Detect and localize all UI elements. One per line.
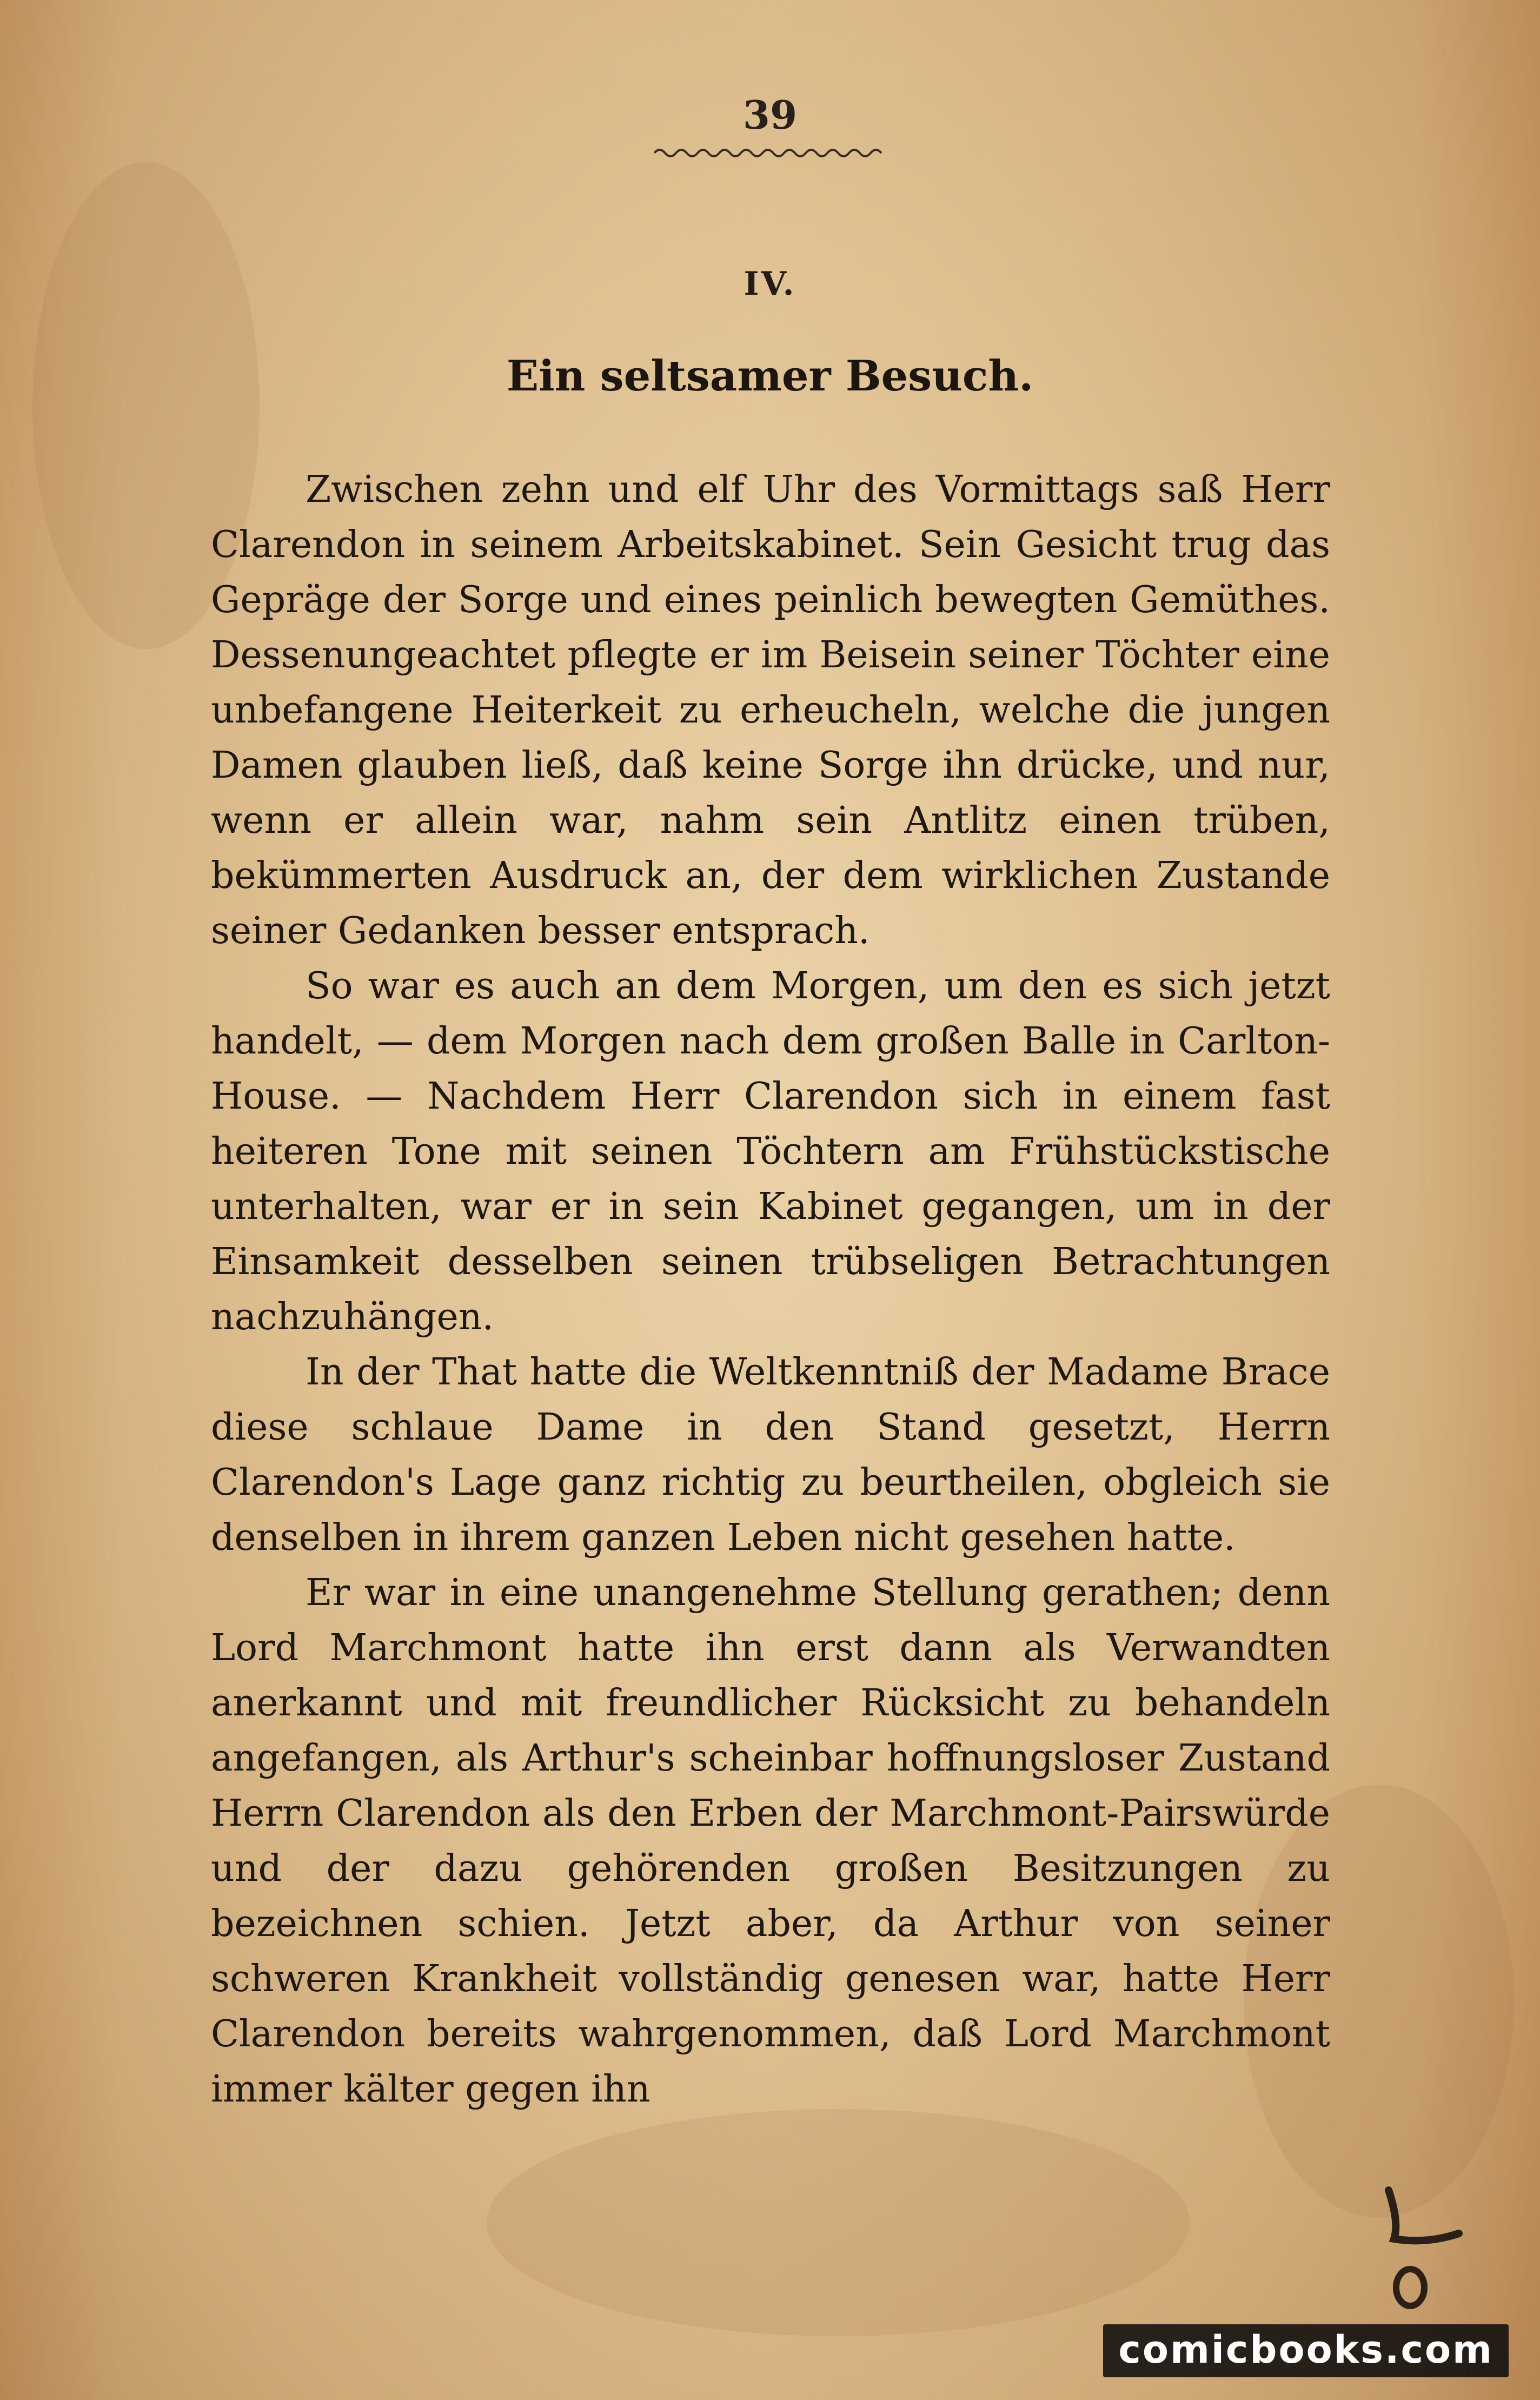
paragraph: So war es auch an dem Morgen, um den es sich jetzt handelt, — dem Morgen nach dem großen Balle in Carlton-House. — Nachdem Herr Clarendon sich in einem fast heiteren Tone mit seinen Töchtern am Frühstückstische unterhalten, war er in sein Kabinet gegangen, um in der Einsamkeit desselben seinen trübseligen Betrachtungen nachzuhängen. bbox=[211, 965, 1330, 1338]
paragraph: Zwischen zehn und elf Uhr des Vormittags saß Herr Clarendon in seinem Arbeitskabinet. Sein Gesicht trug das Gepräge der Sorge und eines peinlich bewegten Gemüthes. Dessenungeachtet pflegte er im Beisein seiner Töchter eine unbefangene Heiterkeit zu erheucheln, welche die jungen Damen glauben ließ, daß keine Sorge ihn drücke, und nur, wenn er allein war, nahm sein Antlitz einen trüben, bekümmerten Ausdruck an, der dem wirklichen Zustande seiner Gedanken besser entsprach. bbox=[211, 468, 1330, 952]
chapter-title: Ein seltsamer Besuch. bbox=[506, 352, 1034, 401]
paragraph: Er war in eine unangenehme Stellung gerathen; denn Lord Marchmont hatte ihn erst dann als Verwandten anerkannt und mit freundlicher Rücksicht zu behandeln angefangen, als Arthur's scheinbar hoffnungsloser Zustand Herrn Clarendon als den Erben der Marchmont-Pairswürde und der dazu gehörenden großen Besitzungen zu bezeichnen schien. Jetzt aber, da Arthur von seiner schweren Krankheit vollständig genesen war, hatte Herr Clarendon bereits wahrgenommen, daß Lord Marchmont immer kälter gegen ihn bbox=[211, 1572, 1330, 2111]
wavy-ornament-icon bbox=[654, 145, 887, 161]
paragraph: In der That hatte die Weltkenntniß der Madame Brace diese schlaue Dame in den Stand gesetzt, Herrn Clarendon's Lage ganz richtig zu beurtheilen, obgleich sie denselben in ihrem ganzen Leben nicht gesehen hatte. bbox=[211, 1351, 1330, 1559]
chapter-body bbox=[211, 462, 1330, 2117]
paper-stain bbox=[487, 2109, 1190, 2336]
ink-smudge-icon bbox=[1367, 2179, 1475, 2320]
watermark-logo: comicbooks.com bbox=[1103, 2324, 1509, 2377]
chapter-number: IV. bbox=[744, 265, 796, 303]
page-number: 39 bbox=[742, 92, 798, 138]
